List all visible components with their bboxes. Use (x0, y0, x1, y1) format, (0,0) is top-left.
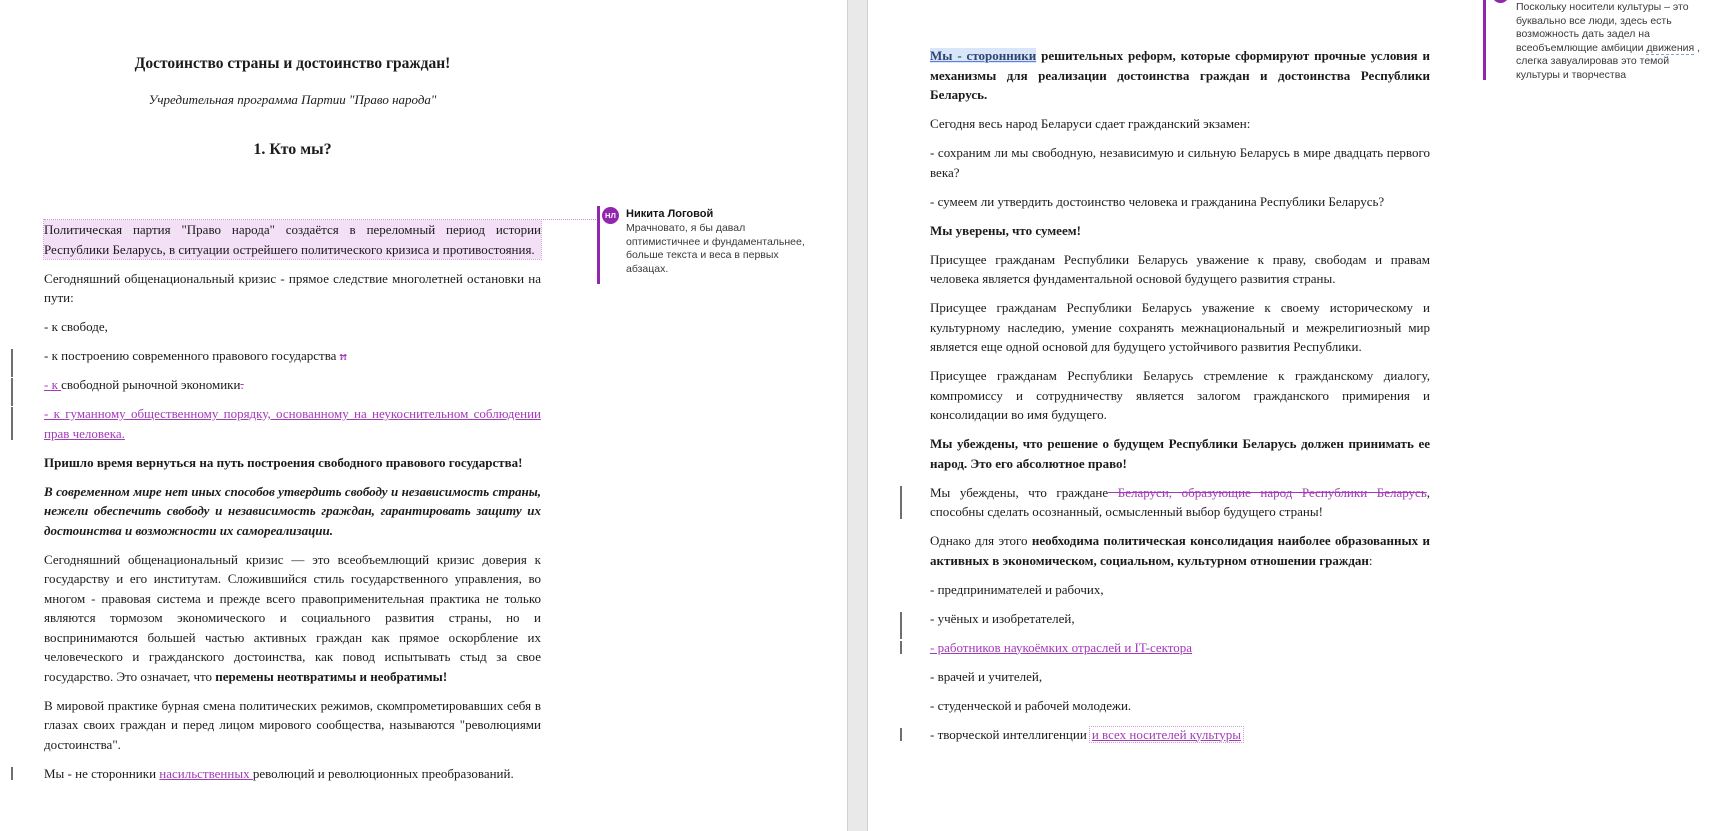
text-run: - учёных и изобретателей, (930, 610, 1075, 626)
text-run: Достоинство страны и достоинство граждан! (134, 55, 451, 72)
text-run: Пришло время вернуться на путь построения свободного правового государства! (44, 454, 523, 470)
text-run: В мировой практике бурная смена политических режимов, скомпрометировавших себя в глазах своих граждан и перед лицом мирового сообщества, называются "революциями достоинства". (44, 697, 541, 752)
commenter-avatar (1492, 0, 1509, 3)
text-run: перемены неотвратимы и необратимы! (215, 668, 448, 684)
paragraph[interactable] (44, 269, 541, 308)
text-run: 1. Кто мы? (253, 141, 332, 158)
text-run: , способны сделать осознанный, осмысленный выбор будущего страны! (930, 484, 1430, 519)
paragraph[interactable] (44, 696, 541, 755)
comment-thread-2[interactable] (1492, 0, 1712, 82)
text-run: решительных реформ, которые сформируют прочные условия и механизмы для реализации достоинства граждан и достоинства Республики Беларусь. (930, 48, 1430, 102)
commented-paragraph[interactable] (44, 220, 541, 259)
paragraph[interactable] (930, 696, 1430, 716)
page-gap (847, 0, 868, 831)
text-run: Сегодня весь народ Беларуси сдает гражданский экзамен: (930, 116, 1251, 131)
paragraph[interactable] (44, 482, 541, 541)
commented-paragraph[interactable] (930, 725, 1430, 745)
paragraph[interactable] (930, 580, 1430, 600)
text-run: - к свободе, (44, 319, 108, 334)
text-run: Мы - не сторонники (44, 765, 160, 781)
page-1-text-column (44, 0, 541, 783)
paragraph[interactable] (44, 346, 541, 366)
text-run: - сумеем ли утвердить достоинство человека и гражданина Республики Беларусь? (930, 193, 1385, 209)
comment-text-run: Мрачновато, я бы давал оптимистичнее и фундаментальнее, больше текста и веса в первых абзацах. (626, 222, 805, 275)
paragraph[interactable] (930, 114, 1430, 134)
text-run: - к построению современного правового государства (44, 348, 340, 363)
suggested-insertion: - к гуманному общественному порядку, основанному на неукоснительном соблюдении прав человека. (44, 406, 541, 441)
paragraph[interactable] (930, 143, 1430, 182)
text-run: Мы убеждены, что решение о будущем Республики Беларусь должен принимать ее народ. Это его абсолютное право! (930, 436, 1430, 471)
paragraph[interactable] (930, 638, 1430, 658)
text-run: - предпринимателей и рабочих, (930, 581, 1104, 597)
text-run: Учредительная программа Партии "Право народа" (148, 92, 437, 107)
text-run: - студенческой и рабочей молодежи. (930, 697, 1132, 713)
document-subtitle[interactable] (44, 91, 541, 108)
text-run: революций и революционных преобразований. (252, 765, 514, 781)
section-heading[interactable] (44, 140, 541, 160)
paragraph[interactable] (930, 250, 1430, 289)
page-2-text-column (930, 0, 1430, 744)
page-1 (0, 0, 847, 831)
comment-text-run: Поскольку носители культуры – это буквально все люди, здесь есть возможность дать задел на всеобъемлющие амбиции (1516, 1, 1689, 54)
comment-content (626, 207, 807, 276)
suggested-insertion: насильственных (159, 765, 253, 781)
text-run: Присущее гражданам Республики Беларусь стремление к гражданскому диалогу, компромиссу и сотрудничеству является залогом гражданского примирения и консолидации во имя будущего. (930, 368, 1430, 422)
document-title[interactable] (44, 54, 541, 73)
text-run: Сегодняшний общенациональный кризис — это всеобъемлющий кризис доверия к государству и его институтам. Сложившийся стиль государственного управления, во многом - правовая система и прежде всего правоприменительная практика не только являются тормозом экономического и социального развития страны, но и воспринимаются большей частью активных граждан как прямое оскорбление их человеческого и гражданского достоинства, как повод испытывать стыд за свое государство. Это означает, что (44, 551, 541, 684)
page-2 (868, 0, 1732, 831)
paragraph[interactable] (930, 434, 1430, 473)
paragraph[interactable] (930, 192, 1430, 212)
text-run: Мы убеждены, что граждане (930, 484, 1109, 500)
paragraph[interactable] (930, 221, 1430, 241)
paragraph[interactable] (44, 317, 541, 337)
comment-content (1516, 0, 1712, 82)
paragraph[interactable] (930, 366, 1430, 425)
paragraph[interactable] (930, 298, 1430, 357)
comment-text (1516, 1, 1712, 82)
paragraph[interactable] (930, 609, 1430, 629)
paragraph[interactable] (930, 667, 1430, 687)
paragraph[interactable] (930, 46, 1430, 105)
suggested-insertion: Мы - сторонники (930, 48, 1037, 63)
paragraph[interactable] (44, 404, 541, 443)
suggested-insertion: - к (44, 377, 62, 392)
comment-thread-bar-2 (1483, 0, 1486, 80)
paragraph[interactable] (930, 531, 1430, 570)
paragraph[interactable] (44, 550, 541, 687)
text-run: Присущее гражданам Республики Беларусь уважение к своему историческому и культурному наследию, умение сохранять межнациональный и межрелигиозный мир является еще одной основой для будущего устойчивого развития Республики. (930, 300, 1430, 354)
text-run: В современном мире нет иных способов утвердить свободу и независимость страны, нежели обеспечить свободу и независимость граждан, гарантировать защиту их достоинства и возможности их самореализации. (44, 483, 541, 538)
text-run: : (1368, 552, 1373, 568)
comment-connector-line-1 (44, 219, 598, 220)
text-run: Присущее гражданам Республики Беларусь уважение к праву, свободам и правам человека является фундаментальной основой будущего развития страны. (930, 251, 1430, 286)
paragraph[interactable] (44, 764, 541, 784)
suggested-deletion: . (240, 377, 244, 392)
text-run: необходима политическая консолидация наиболее образованных и активных в экономическом, социальном, культурном отношении граждан (930, 533, 1430, 568)
comment-thread-1[interactable] (602, 207, 807, 276)
suggested-deletion: и (339, 348, 347, 363)
text-run: Мы уверены, что сумеем! (930, 222, 1081, 238)
comment-thread-bar-1 (597, 206, 600, 284)
suggested-insertion: и всех носителей культуры (1089, 726, 1244, 743)
comment-text-run: , слегка завуалировав это темой культуры и творчества (1516, 41, 1701, 81)
suggested-insertion: - работников наукоёмких отраслей и IT-сектора (930, 639, 1193, 655)
text-run: - сохраним ли мы свободную, независимую и сильную Беларусь в мире двадцать первого века? (930, 145, 1430, 180)
paragraph[interactable] (930, 483, 1430, 522)
comment-text (626, 222, 807, 276)
text-run: Сегодняшний общенациональный кризис - прямое следствие многолетней остановки на пути: (44, 270, 541, 305)
paragraph[interactable] (44, 375, 541, 395)
paragraph[interactable] (44, 453, 541, 473)
text-run: свободной рыночной экономики (61, 377, 241, 392)
suggested-deletion: Беларуси, образующие народ Республики Беларусь (1108, 484, 1427, 500)
comment-text-run: движения (1646, 41, 1695, 54)
comment-author: Никита Логовой (626, 208, 714, 220)
text-run: - врачей и учителей, (930, 668, 1043, 684)
text-run: Политическая партия "Право народа" создаётся в переломный период истории Республики Беларусь, в ситуации острейшего политического кризиса и противостояния. (44, 222, 541, 257)
text-run: - творческой интеллигенции (930, 726, 1087, 742)
commenter-avatar: НЛ (602, 207, 619, 224)
text-run: Однако для этого (930, 533, 1032, 548)
